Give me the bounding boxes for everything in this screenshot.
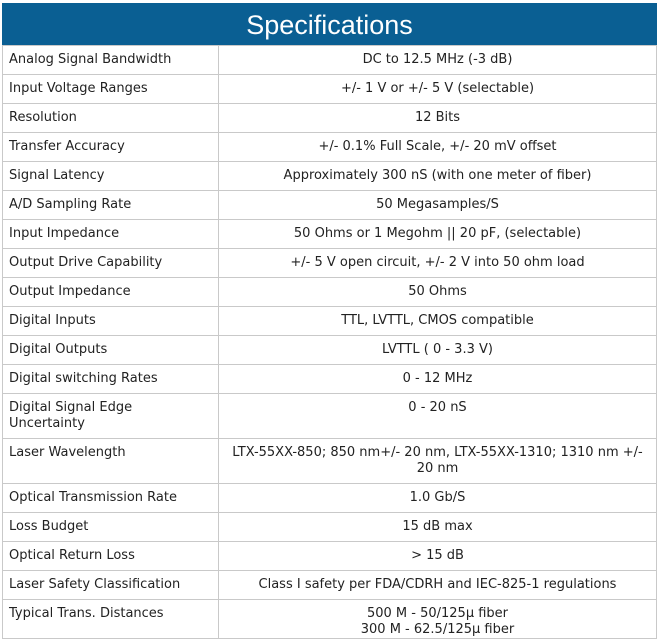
spec-label: A/D Sampling Rate: [3, 191, 219, 220]
table-row: [3, 542, 657, 571]
table-row: [3, 133, 657, 162]
spec-value: TTL, LVTTL, CMOS compatible: [219, 307, 657, 336]
spec-label: Digital Outputs: [3, 336, 219, 365]
table-row: [3, 46, 657, 75]
spec-value: 50 Ohms or 1 Megohm || 20 pF, (selectable): [219, 220, 657, 249]
spec-label: Digital switching Rates: [3, 365, 219, 394]
spec-value: 50 Ohms: [219, 278, 657, 307]
spec-label: Optical Transmission Rate: [3, 484, 219, 513]
table-row: [3, 513, 657, 542]
spec-label: Digital Signal Edge Uncertainty: [3, 394, 219, 439]
spec-label: Transfer Accuracy: [3, 133, 219, 162]
table-row: [3, 484, 657, 513]
spec-label: Analog Signal Bandwidth: [3, 46, 219, 75]
spec-label: Laser Wavelength: [3, 439, 219, 484]
spec-value: LTX-55XX-850; 850 nm+/- 20 nm, LTX-55XX-1310; 1310 nm +/- 20 nm: [219, 439, 657, 484]
spec-value: > 15 dB: [219, 542, 657, 571]
table-row: [3, 600, 657, 639]
spec-label: Output Drive Capability: [3, 249, 219, 278]
table-row: [3, 249, 657, 278]
spec-label: Loss Budget: [3, 513, 219, 542]
specifications-title: Specifications: [2, 3, 657, 45]
table-row: [3, 336, 657, 365]
spec-label: Digital Inputs: [3, 307, 219, 336]
spec-value: +/- 1 V or +/- 5 V (selectable): [219, 75, 657, 104]
table-row: [3, 220, 657, 249]
spec-value: +/- 0.1% Full Scale, +/- 20 mV offset: [219, 133, 657, 162]
spec-value: DC to 12.5 MHz (-3 dB): [219, 46, 657, 75]
table-row: [3, 307, 657, 336]
table-row: [3, 162, 657, 191]
table-row: [3, 571, 657, 600]
spec-value: 1.0 Gb/S: [219, 484, 657, 513]
spec-label: Signal Latency: [3, 162, 219, 191]
spec-value: 15 dB max: [219, 513, 657, 542]
table-row: [3, 104, 657, 133]
spec-value-line: 300 M - 62.5/125μ fiber: [360, 622, 515, 637]
spec-value: Class I safety per FDA/CDRH and IEC-825-1 regulations: [219, 571, 657, 600]
spec-value: LVTTL ( 0 - 3.3 V): [219, 336, 657, 365]
spec-label: Laser Safety Classification: [3, 571, 219, 600]
spec-value: [219, 600, 657, 639]
table-row: [3, 278, 657, 307]
spec-value: 50 Megasamples/S: [219, 191, 657, 220]
spec-label: Input Impedance: [3, 220, 219, 249]
spec-label: Typical Trans. Distances: [3, 600, 219, 639]
spec-label: Resolution: [3, 104, 219, 133]
spec-label: Output Impedance: [3, 278, 219, 307]
specifications-panel: [2, 3, 657, 639]
spec-value: 0 - 12 MHz: [219, 365, 657, 394]
table-row: [3, 75, 657, 104]
spec-value: 0 - 20 nS: [219, 394, 657, 439]
spec-label: Input Voltage Ranges: [3, 75, 219, 104]
table-row: [3, 191, 657, 220]
spec-value: +/- 5 V open circuit, +/- 2 V into 50 ohm load: [219, 249, 657, 278]
spec-value: 12 Bits: [219, 104, 657, 133]
spec-value: Approximately 300 nS (with one meter of fiber): [219, 162, 657, 191]
spec-value-line: 500 M - 50/125μ fiber: [366, 606, 509, 621]
spec-label: Optical Return Loss: [3, 542, 219, 571]
table-row: [3, 394, 657, 439]
table-row: [3, 365, 657, 394]
specifications-table: [2, 45, 657, 639]
table-row: [3, 439, 657, 484]
